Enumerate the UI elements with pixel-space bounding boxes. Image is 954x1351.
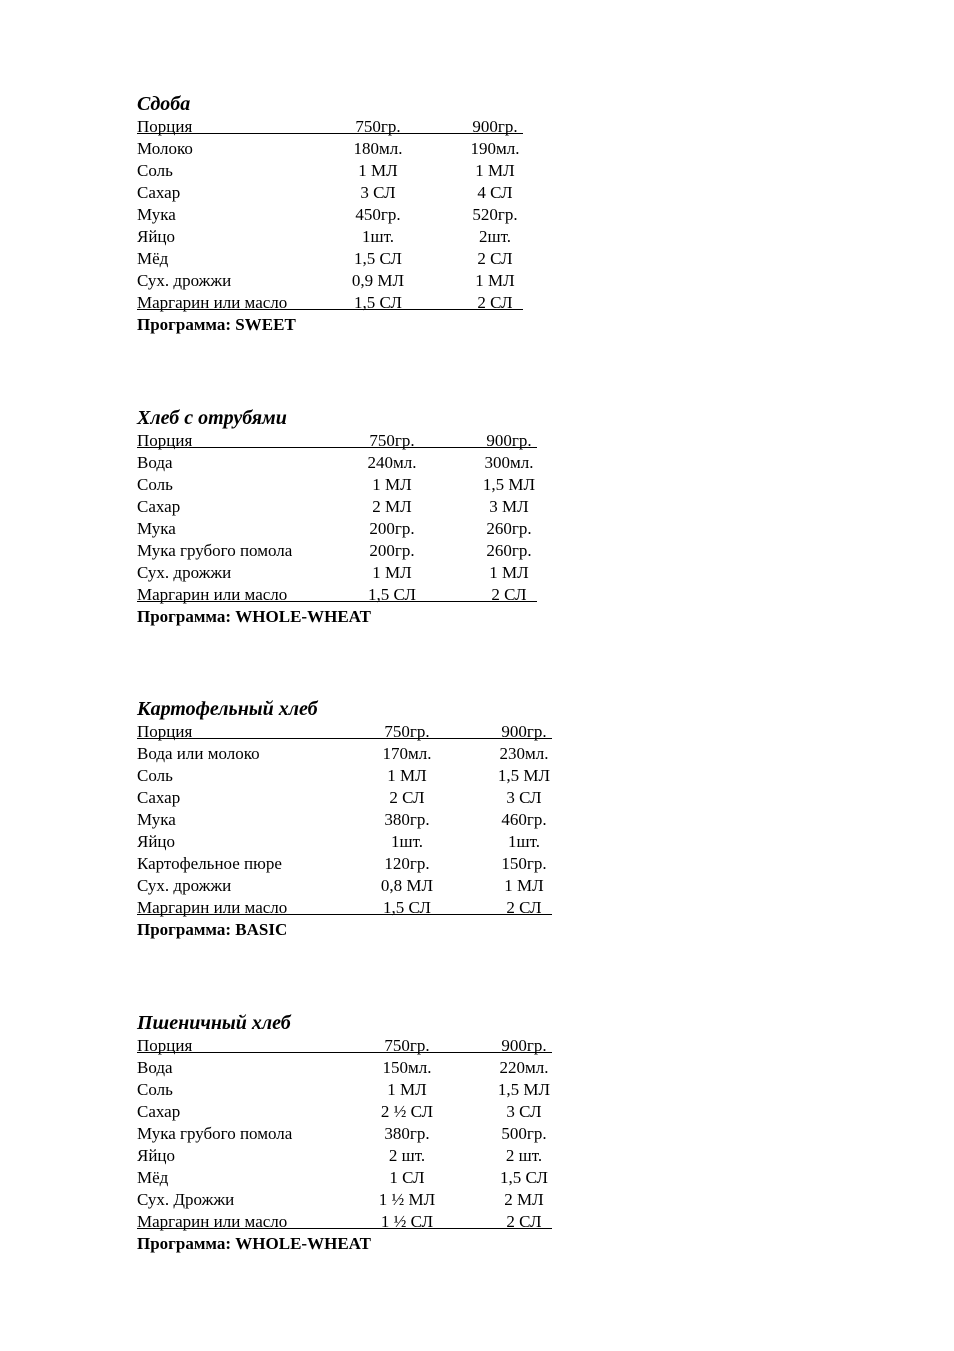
- amount-900: 2 шт.: [505, 1146, 543, 1165]
- ingredient-name: Маргарин или масло: [137, 585, 288, 604]
- amount-750: 750гр.: [369, 431, 415, 450]
- recipe-title: Хлеб с отрубями: [137, 407, 287, 429]
- amount-750: 750гр.: [384, 1036, 430, 1055]
- underline-rule: [137, 601, 537, 602]
- ingredient-name: Маргарин или масло: [137, 898, 288, 917]
- ingredient-name: Порция: [137, 431, 193, 450]
- ingredient-name: Мука: [137, 205, 176, 224]
- amount-750: 1шт.: [391, 832, 423, 851]
- amount-750: 1,5 СЛ: [368, 585, 416, 604]
- amount-750: 380гр.: [384, 810, 430, 829]
- underline-rule: [137, 309, 523, 310]
- ingredient-row: [137, 809, 547, 831]
- recipe-section: [137, 697, 551, 941]
- amount-900: 1,5 МЛ: [497, 766, 551, 785]
- amount-750: 1,5 СЛ: [354, 249, 402, 268]
- ingredient-name: Сух. дрожжи: [137, 563, 232, 582]
- amount-900: 2 СЛ: [477, 293, 513, 312]
- ingredient-row: [137, 853, 547, 875]
- amount-750: 1 ½ МЛ: [378, 1190, 436, 1209]
- ingredient-row: [137, 1167, 548, 1189]
- ingredient-name: Яйцо: [137, 832, 176, 851]
- amount-900: 900гр.: [472, 117, 518, 136]
- ingredient-name: Соль: [137, 475, 173, 494]
- amount-750: 3 СЛ: [360, 183, 396, 202]
- amount-900: 1 МЛ: [504, 876, 544, 895]
- underline-rule: [137, 1228, 552, 1229]
- amount-750: 450гр.: [355, 205, 401, 224]
- ingredient-name: Сух. дрожжи: [137, 271, 232, 290]
- amount-900: 150гр.: [501, 854, 547, 873]
- amount-900: 1,5 СЛ: [500, 1168, 548, 1187]
- amount-900: 1 МЛ: [475, 161, 515, 180]
- ingredient-row: [137, 540, 532, 562]
- amount-750: 200гр.: [369, 519, 415, 538]
- portion-header-row: [137, 1035, 547, 1057]
- recipe-section: [137, 406, 536, 628]
- amount-900: 260гр.: [486, 519, 532, 538]
- ingredient-name: Соль: [137, 1080, 173, 1099]
- amount-750: 1 СЛ: [389, 1168, 425, 1187]
- amount-900: 260гр.: [486, 541, 532, 560]
- amount-750: 1 МЛ: [372, 475, 412, 494]
- amount-900: 2 МЛ: [504, 1190, 544, 1209]
- ingredient-name: Сахар: [137, 183, 181, 202]
- amount-750: 150мл.: [382, 1058, 432, 1077]
- recipe-title: Сдоба: [137, 93, 191, 115]
- ingredient-name: Мука: [137, 519, 176, 538]
- ingredient-row: [137, 584, 527, 606]
- program-label: Программа: SWEET: [137, 315, 296, 334]
- ingredient-name: Мёд: [137, 1168, 169, 1187]
- amount-900: 1шт.: [508, 832, 540, 851]
- underline-rule: [137, 447, 537, 448]
- ingredient-row: [137, 875, 544, 897]
- ingredient-name: Картофельное пюре: [137, 854, 282, 873]
- ingredient-row: [137, 1189, 544, 1211]
- ingredient-name: Яйцо: [137, 227, 176, 246]
- ingredient-row: [137, 182, 513, 204]
- amount-900: 220мл.: [499, 1058, 549, 1077]
- ingredient-name: Мука грубого помола: [137, 541, 293, 560]
- ingredient-name: Вода: [137, 453, 173, 472]
- amount-900: 3 МЛ: [489, 497, 529, 516]
- portion-header-row: [137, 721, 547, 743]
- portion-header-row: [137, 430, 532, 452]
- ingredient-name: Сахар: [137, 497, 181, 516]
- ingredient-row: [137, 292, 513, 314]
- amount-900: 2 СЛ: [491, 585, 527, 604]
- amount-750: 750гр.: [355, 117, 401, 136]
- amount-750: 240мл.: [367, 453, 417, 472]
- amount-900: 900гр.: [501, 722, 547, 741]
- ingredient-row: [137, 1145, 543, 1167]
- ingredient-row: [137, 1057, 549, 1079]
- ingredient-row: [137, 160, 515, 182]
- amount-900: 460гр.: [501, 810, 547, 829]
- ingredient-name: Вода: [137, 1058, 173, 1077]
- ingredient-row: [137, 1101, 542, 1123]
- amount-900: 1,5 МЛ: [497, 1080, 551, 1099]
- amount-900: 2шт.: [479, 227, 511, 246]
- ingredient-name: Мука: [137, 810, 176, 829]
- amount-750: 2 шт.: [388, 1146, 426, 1165]
- recipe-section: [137, 1011, 551, 1255]
- recipe-section: [137, 92, 520, 336]
- ingredient-name: Вода или молоко: [137, 744, 260, 763]
- amount-750: 200гр.: [369, 541, 415, 560]
- amount-750: 1 ½ СЛ: [380, 1212, 434, 1231]
- ingredient-row: [137, 897, 542, 919]
- ingredient-row: [137, 518, 532, 540]
- ingredient-row: [137, 496, 529, 518]
- amount-750: 2 ½ СЛ: [380, 1102, 434, 1121]
- ingredient-row: [137, 452, 534, 474]
- ingredient-name: Порция: [137, 1036, 193, 1055]
- amount-750: 1,5 СЛ: [383, 898, 431, 917]
- amount-750: 180мл.: [353, 139, 403, 158]
- underline-rule: [137, 738, 552, 739]
- ingredient-row: [137, 248, 513, 270]
- ingredient-row: [137, 743, 549, 765]
- amount-750: 0,8 МЛ: [380, 876, 434, 895]
- ingredient-name: Мёд: [137, 249, 169, 268]
- amount-750: 2 МЛ: [372, 497, 412, 516]
- ingredient-name: Молоко: [137, 139, 193, 158]
- ingredient-row: [137, 474, 536, 496]
- ingredient-row: [137, 787, 542, 809]
- program-label: Программа: WHOLE-WHEAT: [137, 607, 372, 626]
- amount-900: 4 СЛ: [477, 183, 513, 202]
- amount-750: 170мл.: [382, 744, 432, 763]
- amount-900: 230мл.: [499, 744, 549, 763]
- amount-750: 0,9 МЛ: [351, 271, 405, 290]
- ingredient-row: [137, 1211, 542, 1233]
- recipe-title: Картофельный хлеб: [137, 698, 318, 720]
- ingredient-name: Порция: [137, 117, 193, 136]
- underline-rule: [137, 133, 523, 134]
- amount-900: 500гр.: [501, 1124, 547, 1143]
- ingredient-name: Порция: [137, 722, 193, 741]
- ingredient-row: [137, 1079, 551, 1101]
- ingredient-row: [137, 226, 511, 248]
- amount-750: 120гр.: [384, 854, 430, 873]
- amount-750: 1 МЛ: [387, 766, 427, 785]
- recipe-title: Пшеничный хлеб: [137, 1012, 291, 1034]
- amount-900: 1,5 МЛ: [482, 475, 536, 494]
- amount-750: 1 МЛ: [372, 563, 412, 582]
- amount-750: 380гр.: [384, 1124, 430, 1143]
- amount-900: 900гр.: [486, 431, 532, 450]
- ingredient-name: Маргарин или масло: [137, 293, 288, 312]
- amount-750: 1,5 СЛ: [354, 293, 402, 312]
- amount-900: 3 СЛ: [506, 1102, 542, 1121]
- ingredient-row: [137, 765, 551, 787]
- ingredient-name: Сух. дрожжи: [137, 876, 232, 895]
- amount-900: 2 СЛ: [506, 1212, 542, 1231]
- amount-750: 1шт.: [362, 227, 394, 246]
- ingredient-name: Соль: [137, 766, 173, 785]
- ingredient-row: [137, 270, 515, 292]
- ingredient-row: [137, 204, 518, 226]
- ingredient-name: Яйцо: [137, 1146, 176, 1165]
- ingredient-row: [137, 831, 540, 853]
- ingredient-name: Мука грубого помола: [137, 1124, 293, 1143]
- program-label: Программа: BASIC: [137, 920, 288, 939]
- amount-900: 1 МЛ: [475, 271, 515, 290]
- underline-rule: [137, 1052, 552, 1053]
- amount-900: 1 МЛ: [489, 563, 529, 582]
- amount-900: 190мл.: [470, 139, 520, 158]
- amount-900: 3 СЛ: [506, 788, 542, 807]
- amount-750: 1 МЛ: [387, 1080, 427, 1099]
- ingredient-name: Сух. Дрожжи: [137, 1190, 235, 1209]
- amount-750: 750гр.: [384, 722, 430, 741]
- ingredient-row: [137, 562, 529, 584]
- ingredient-name: Маргарин или масло: [137, 1212, 288, 1231]
- ingredient-row: [137, 138, 520, 160]
- amount-900: 2 СЛ: [477, 249, 513, 268]
- portion-header-row: [137, 116, 518, 138]
- ingredient-name: Сахар: [137, 788, 181, 807]
- ingredient-name: Сахар: [137, 1102, 181, 1121]
- amount-750: 1 МЛ: [358, 161, 398, 180]
- amount-900: 520гр.: [472, 205, 518, 224]
- amount-900: 300мл.: [484, 453, 534, 472]
- amount-900: 2 СЛ: [506, 898, 542, 917]
- ingredient-name: Соль: [137, 161, 173, 180]
- underline-rule: [137, 914, 552, 915]
- ingredient-row: [137, 1123, 547, 1145]
- amount-750: 2 СЛ: [389, 788, 425, 807]
- amount-900: 900гр.: [501, 1036, 547, 1055]
- program-label: Программа: WHOLE-WHEAT: [137, 1234, 372, 1253]
